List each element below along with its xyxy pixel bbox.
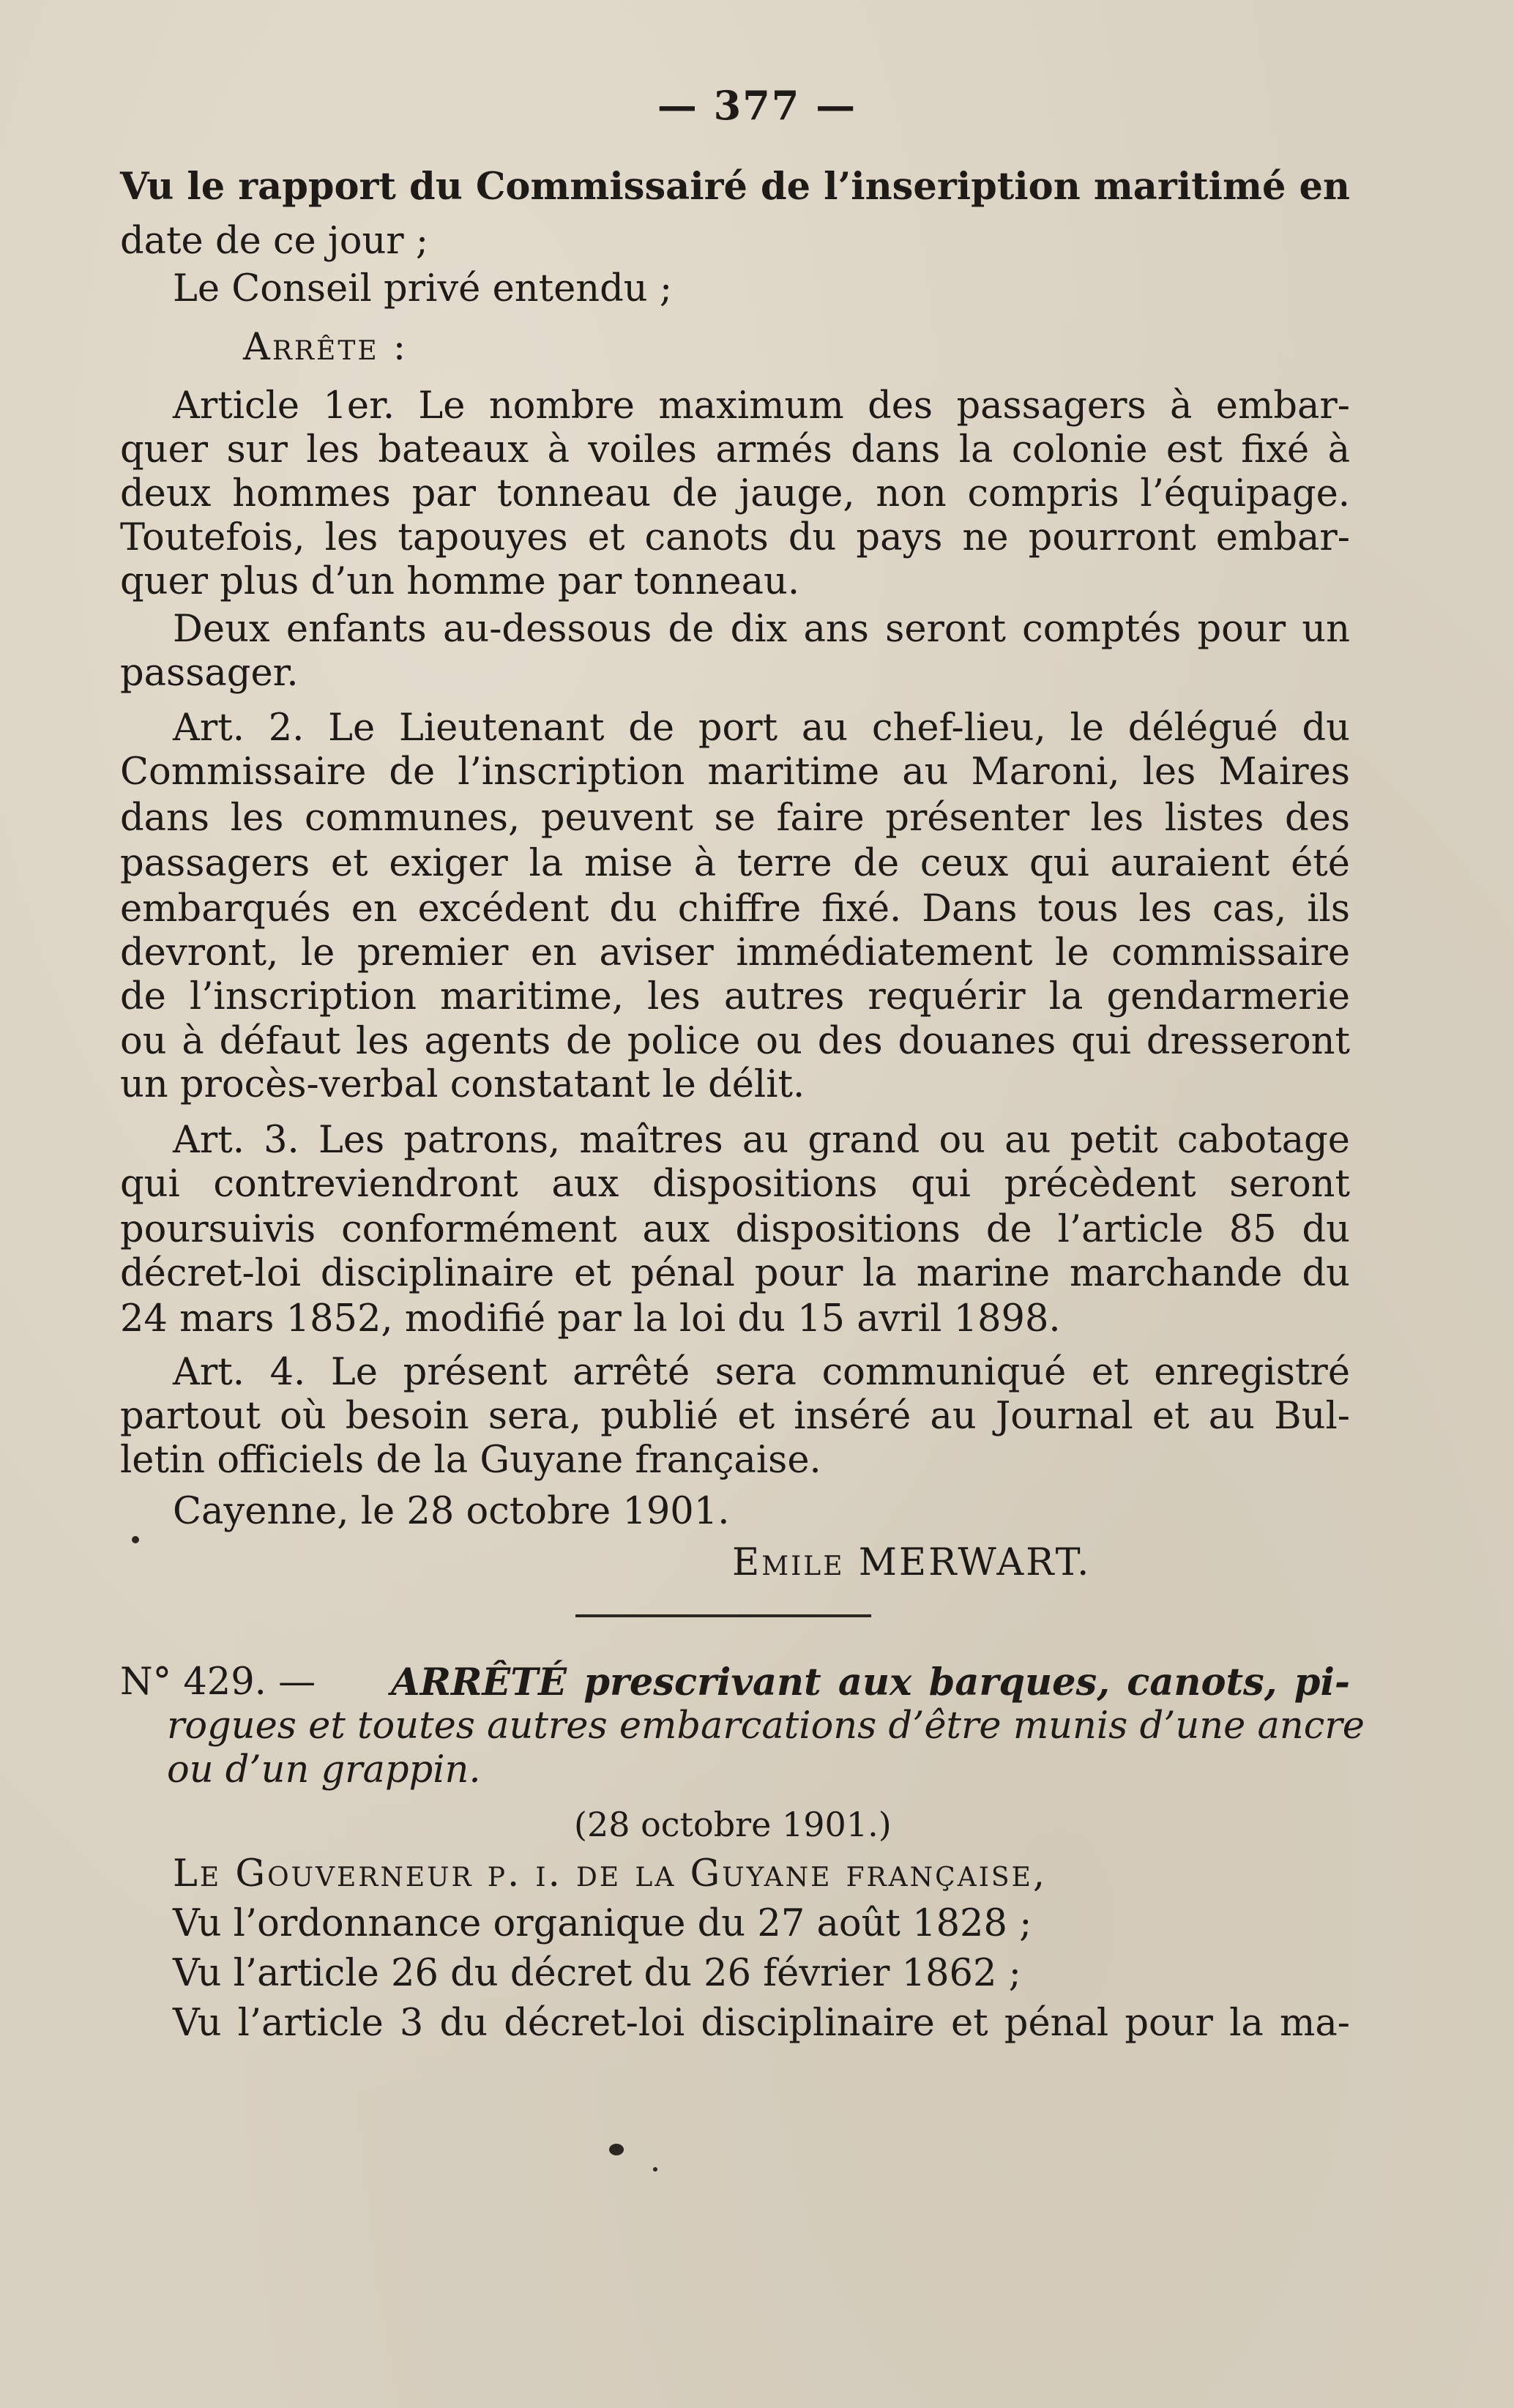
text-line: quer sur les bateaux à voiles armés dans la colonie est fixé à bbox=[120, 428, 1350, 471]
text-line: partout où besoin sera, publié et inséré au Journal et au Bul- bbox=[120, 1395, 1350, 1438]
text-line: Le Gouverneur p. i. de la Guyane française, bbox=[173, 1852, 1048, 1896]
article-1-line: Article 1er. Le nombre maximum des passagers à embar- bbox=[173, 384, 1350, 428]
ink-speck bbox=[653, 2167, 657, 2172]
ink-speck bbox=[609, 2144, 624, 2155]
arrete-heading: Arrête : bbox=[243, 326, 409, 369]
decree-title: ARRÊTÉ prescrivant aux barques, canots, pi- bbox=[391, 1660, 1350, 1704]
text-line: poursuivis conformément aux dispositions de l’article 85 du bbox=[120, 1208, 1350, 1251]
text-line: Toutefois, les tapouyes et canots du pays ne pourront embar- bbox=[120, 516, 1350, 559]
text-line: Vu le rapport du Commissairé de l’inseription maritimé en bbox=[120, 165, 1350, 209]
decree-title: ou d’un grappin. bbox=[167, 1748, 481, 1792]
text-line: décret-loi disciplinaire et pénal pour la marine marchande du bbox=[120, 1252, 1350, 1295]
text-line: Commissaire de l’inscription maritime au Maroni, les Maires bbox=[120, 750, 1350, 794]
text-line: passagers et exiger la mise à terre de ceux qui auraient été bbox=[120, 842, 1350, 885]
text-line: deux hommes par tonneau de jauge, non compris l’équipage. bbox=[120, 472, 1350, 515]
text-line: date de ce jour ; bbox=[120, 220, 429, 263]
text-line: Le Conseil privé entendu ; bbox=[173, 267, 673, 310]
article-3-line: Art. 3. Les patrons, maîtres au grand ou au petit cabotage bbox=[173, 1119, 1350, 1162]
section-divider bbox=[575, 1614, 871, 1617]
article-4-line: Art. 4. Le présent arrêté sera communiqué et enregistré bbox=[173, 1351, 1350, 1394]
text-line: Vu l’ordonnance organique du 27 août 1828 ; bbox=[173, 1902, 1032, 1945]
text-line: dans les communes, peuvent se faire présenter les listes des bbox=[120, 797, 1350, 840]
text-line: ou à défaut les agents de police ou des douanes qui dresseront bbox=[120, 1020, 1350, 1063]
text-line: Deux enfants au-dessous de dix ans seront comptés pour un bbox=[173, 608, 1350, 651]
text-line: embarqués en excédent du chiffre fixé. Dans tous les cas, ils bbox=[120, 887, 1350, 931]
text-line: un procès-verbal constatant le délit. bbox=[120, 1063, 805, 1106]
signature: Emile MERWART. bbox=[732, 1541, 1092, 1584]
ink-speck bbox=[132, 1536, 139, 1543]
decree-title: rogues et toutes autres embarcations d’être munis d’une ancre bbox=[167, 1704, 1365, 1748]
text-line: Vu l’article 3 du décret-loi disciplinaire et pénal pour la ma- bbox=[173, 2002, 1350, 2045]
text-line: de l’inscription maritime, les autres requérir la gendarmerie bbox=[120, 975, 1350, 1018]
article-2-line: Art. 2. Le Lieutenant de port au chef-lieu, le délégué du bbox=[173, 707, 1350, 750]
text-line: qui contreviendront aux dispositions qui précèdent seront bbox=[120, 1163, 1350, 1206]
text-line: Vu l’article 26 du décret du 26 février 1862 ; bbox=[173, 1952, 1021, 1995]
text-line: quer plus d’un homme par tonneau. bbox=[120, 560, 800, 603]
decree-number: N° 429. — bbox=[120, 1660, 316, 1704]
text-line: devront, le premier en aviser immédiatement le commissaire bbox=[120, 931, 1350, 974]
text-line: passager. bbox=[120, 652, 299, 695]
text-line: 24 mars 1852, modifié par la loi du 15 avril 1898. bbox=[120, 1297, 1061, 1341]
text-line: letin officiels de la Guyane française. bbox=[120, 1439, 821, 1482]
decree-date: (28 octobre 1901.) bbox=[574, 1805, 892, 1844]
page-number: — 377 — bbox=[657, 82, 857, 129]
place-date-line: Cayenne, le 28 octobre 1901. bbox=[173, 1490, 730, 1533]
